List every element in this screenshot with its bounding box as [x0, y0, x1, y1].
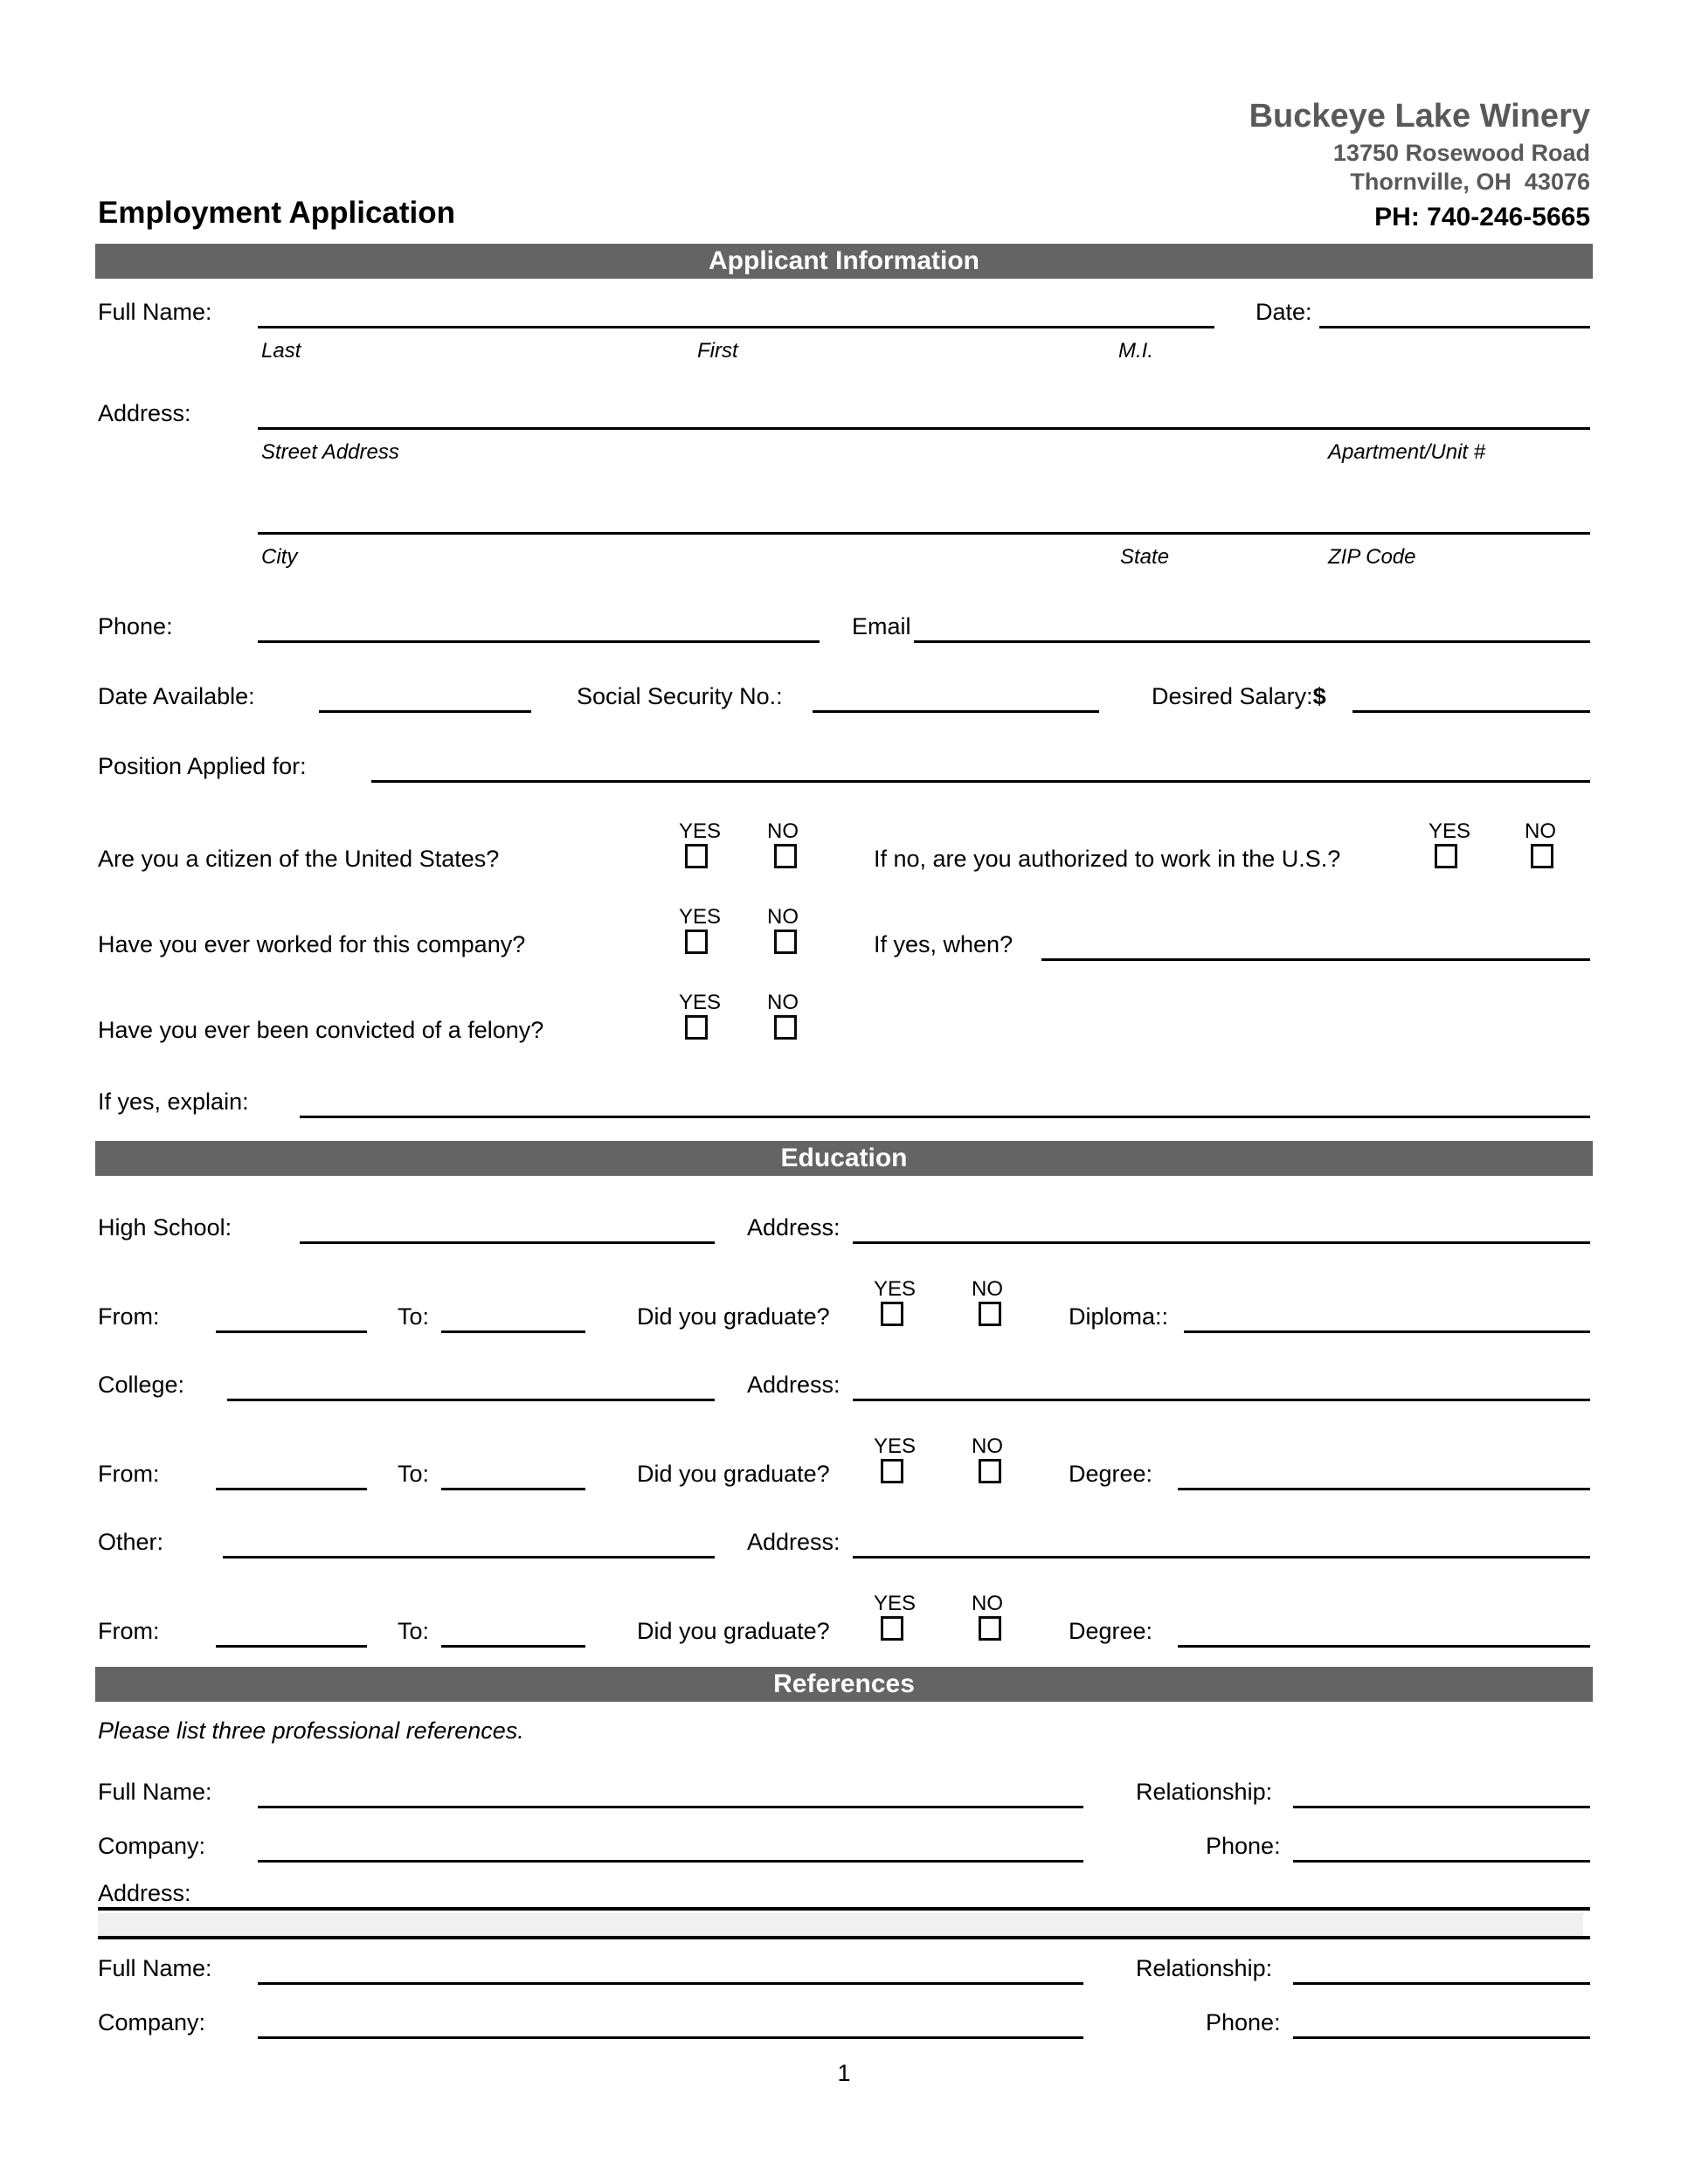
other-graduate-yes-checkbox[interactable]: [881, 1616, 903, 1641]
high-school-to-input-line[interactable]: [441, 1330, 585, 1333]
felony-question: Have you ever been convicted of a felony?: [98, 1017, 544, 1043]
when-input-line[interactable]: [1041, 958, 1590, 961]
ref2-full-name-input-line[interactable]: [258, 1982, 1083, 1985]
other-to-label: To:: [398, 1618, 430, 1644]
yes-label: YES: [679, 991, 722, 1014]
college-to-input-line[interactable]: [441, 1488, 585, 1490]
zip-code-sublabel: ZIP Code: [1328, 545, 1416, 569]
college-to-label: To:: [398, 1461, 430, 1487]
college-from-label: From:: [98, 1461, 160, 1487]
high-school-graduate-yes-checkbox[interactable]: [881, 1302, 903, 1326]
mi-sublabel: M.I.: [1118, 339, 1153, 363]
no-label: NO: [972, 1592, 1003, 1615]
high-school-graduate-no-checkbox[interactable]: [979, 1302, 1001, 1326]
section-bar-references: References: [95, 1667, 1593, 1702]
no-label: NO: [767, 905, 799, 929]
diploma-input-line[interactable]: [1184, 1330, 1590, 1333]
felony-no-checkbox[interactable]: [774, 1015, 797, 1040]
street-address-sublabel: Street Address: [261, 440, 399, 464]
authorized-yes-checkbox[interactable]: [1435, 844, 1457, 868]
email-input-line[interactable]: [914, 640, 1590, 643]
when-question: If yes, when?: [874, 931, 1013, 957]
city-state-zip-input-line[interactable]: [258, 532, 1590, 535]
college-label: College:: [98, 1372, 185, 1398]
ref2-phone-input-line[interactable]: [1293, 2036, 1590, 2039]
desired-salary-input-line[interactable]: [1352, 710, 1590, 713]
desired-salary-label: Desired Salary:$: [1152, 683, 1326, 709]
street-address-input-line[interactable]: [258, 427, 1590, 430]
ref1-full-name-label: Full Name:: [98, 1779, 212, 1805]
dollar-sign: $: [1312, 683, 1326, 709]
high-school-from-input-line[interactable]: [216, 1330, 367, 1333]
phone-label: Phone:: [98, 613, 173, 639]
other-degree-input-line[interactable]: [1178, 1645, 1590, 1648]
college-address-label: Address:: [747, 1372, 841, 1398]
position-applied-label: Position Applied for:: [98, 753, 307, 779]
full-name-input-line[interactable]: [258, 326, 1214, 328]
ref1-full-name-input-line[interactable]: [258, 1806, 1083, 1808]
high-school-graduate-question: Did you graduate?: [637, 1303, 830, 1330]
full-name-label: Full Name:: [98, 299, 212, 325]
ref2-full-name-label: Full Name:: [98, 1955, 212, 1981]
section-bar-education: Education: [95, 1141, 1593, 1176]
felony-yes-checkbox[interactable]: [685, 1015, 708, 1040]
first-sublabel: First: [697, 339, 738, 363]
ref2-phone-label: Phone:: [1206, 2009, 1281, 2035]
email-label: Email: [852, 613, 911, 639]
other-from-input-line[interactable]: [216, 1645, 367, 1648]
ref1-company-label: Company:: [98, 1833, 206, 1859]
no-label: NO: [767, 819, 799, 843]
other-school-label: Other:: [98, 1529, 164, 1555]
ref1-phone-label: Phone:: [1206, 1833, 1281, 1859]
college-degree-label: Degree:: [1069, 1461, 1153, 1487]
ref2-company-input-line[interactable]: [258, 2036, 1083, 2039]
yes-label: YES: [874, 1592, 917, 1615]
citizen-no-checkbox[interactable]: [774, 844, 797, 868]
ref1-relationship-label: Relationship:: [1136, 1779, 1273, 1805]
explain-label: If yes, explain:: [98, 1089, 249, 1115]
doc-title: Employment Application: [98, 196, 456, 230]
yes-label: YES: [679, 905, 722, 929]
high-school-label: High School:: [98, 1214, 232, 1241]
worked-yes-checkbox[interactable]: [685, 930, 708, 954]
ref1-address-input-line-1[interactable]: [98, 1907, 1590, 1911]
college-address-input-line[interactable]: [853, 1399, 1590, 1401]
company-name: Buckeye Lake Winery: [1249, 98, 1590, 135]
college-degree-input-line[interactable]: [1178, 1488, 1590, 1490]
ref2-relationship-input-line[interactable]: [1293, 1982, 1590, 1985]
phone-input-line[interactable]: [258, 640, 820, 643]
references-intro: Please list three professional references.: [98, 1717, 524, 1744]
citizen-question: Are you a citizen of the United States?: [98, 846, 500, 872]
other-address-label: Address:: [747, 1529, 841, 1555]
ref2-company-label: Company:: [98, 2009, 206, 2035]
position-input-line[interactable]: [371, 780, 1590, 783]
high-school-address-input-line[interactable]: [853, 1241, 1590, 1244]
other-from-label: From:: [98, 1618, 160, 1644]
ref1-phone-input-line[interactable]: [1293, 1860, 1590, 1863]
no-label: NO: [767, 991, 799, 1014]
college-name-input-line[interactable]: [227, 1399, 715, 1401]
other-to-input-line[interactable]: [441, 1645, 585, 1648]
date-available-input-line[interactable]: [319, 710, 531, 713]
no-label: NO: [1525, 819, 1556, 843]
date-input-line[interactable]: [1319, 326, 1590, 328]
ref1-address-label: Address:: [98, 1880, 191, 1906]
ssn-input-line[interactable]: [813, 710, 1099, 713]
ref2-relationship-label: Relationship:: [1136, 1955, 1273, 1981]
date-label: Date:: [1256, 299, 1312, 325]
yes-label: YES: [874, 1434, 917, 1458]
explain-input-line[interactable]: [300, 1116, 1590, 1118]
high-school-from-label: From:: [98, 1303, 160, 1330]
other-degree-label: Degree:: [1069, 1618, 1153, 1644]
ssn-label: Social Security No.:: [577, 683, 783, 709]
college-graduate-question: Did you graduate?: [637, 1461, 830, 1487]
yes-label: YES: [874, 1277, 917, 1301]
other-address-input-line[interactable]: [853, 1556, 1590, 1559]
ref1-address-input-line-2[interactable]: [98, 1936, 1590, 1939]
authorized-question: If no, are you authorized to work in the U.S.?: [874, 846, 1341, 872]
city-sublabel: City: [261, 545, 298, 569]
worked-question: Have you ever worked for this company?: [98, 931, 526, 957]
yes-label: YES: [1429, 819, 1471, 843]
company-address-line1: 13750 Rosewood Road: [1332, 140, 1590, 166]
company-phone: PH: 740-246-5665: [1374, 203, 1590, 232]
state-sublabel: State: [1120, 545, 1170, 569]
yes-label: YES: [679, 819, 722, 843]
diploma-label: Diploma::: [1069, 1303, 1169, 1330]
last-sublabel: Last: [261, 339, 301, 363]
ref1-relationship-input-line[interactable]: [1293, 1806, 1590, 1808]
address-label: Address:: [98, 400, 191, 426]
high-school-to-label: To:: [398, 1303, 430, 1330]
page-number: 1: [837, 2060, 851, 2086]
authorized-no-checkbox[interactable]: [1531, 844, 1553, 868]
other-graduate-question: Did you graduate?: [637, 1618, 830, 1644]
section-bar-applicant-information: Applicant Information: [95, 244, 1593, 279]
ref1-company-input-line[interactable]: [258, 1860, 1083, 1863]
company-address-line2: Thornville, OH 43076: [1350, 169, 1590, 195]
worked-no-checkbox[interactable]: [774, 930, 797, 954]
other-name-input-line[interactable]: [223, 1556, 715, 1559]
date-available-label: Date Available:: [98, 683, 255, 709]
high-school-address-label: Address:: [747, 1214, 841, 1241]
apartment-unit-sublabel: Apartment/Unit #: [1328, 440, 1486, 464]
no-label: NO: [972, 1277, 1003, 1301]
college-graduate-no-checkbox[interactable]: [979, 1459, 1001, 1483]
high-school-name-input-line[interactable]: [300, 1241, 715, 1244]
college-graduate-yes-checkbox[interactable]: [881, 1459, 903, 1483]
other-graduate-no-checkbox[interactable]: [979, 1616, 1001, 1641]
ref1-address-shaded-row: [98, 1913, 1583, 1936]
no-label: NO: [972, 1434, 1003, 1458]
citizen-yes-checkbox[interactable]: [685, 844, 708, 868]
college-from-input-line[interactable]: [216, 1488, 367, 1490]
